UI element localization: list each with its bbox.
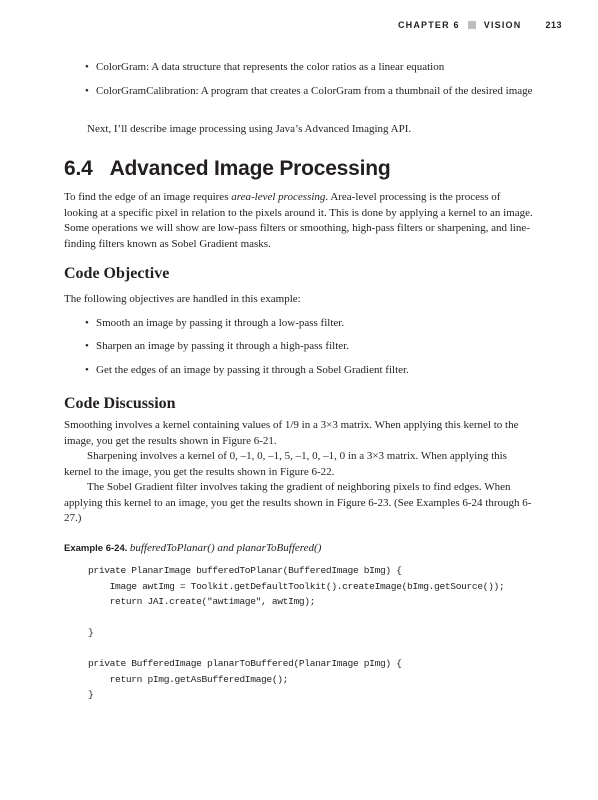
list-item: • ColorGram: A data structure that represents the color ratios as a linear equation bbox=[64, 60, 534, 76]
objective-list-2 bbox=[64, 339, 534, 355]
objective-heading: Code Objective bbox=[64, 265, 170, 282]
code-listing: private PlanarImage bufferedToPlanar(BufferedImage bImg) { Image awtImg = Toolkit.getDefaultToolkit().createImage(bImg.getSource()); return JAI.create("awtimage", awtImg); } private BufferedImage planarToBuffered(PlanarImage pImg) { return pImg.getAsBufferedImage(); } bbox=[88, 565, 505, 700]
objective-list-3 bbox=[64, 363, 534, 379]
section-title: Advanced Image Processing bbox=[109, 157, 391, 180]
intro-sentence: Next, I’ll describe image processing using Java’s Advanced Imaging API. bbox=[87, 123, 412, 135]
top-bullet-list bbox=[64, 60, 534, 76]
top-bullet-list-2 bbox=[64, 84, 534, 100]
section-number: 6.4 bbox=[64, 157, 93, 180]
running-header bbox=[398, 20, 562, 30]
page-number: 213 bbox=[545, 20, 562, 30]
bullet-icon: • bbox=[85, 364, 89, 376]
emphasis-term: area-level processing bbox=[231, 191, 326, 203]
discussion-paragraph-2: Sharpening involves a kernel of 0, –1, 0, –1, 5, –1, 0, –1, 0 in a 3×3 matrix. When applying this kernel to the image, you get the results shown in Figure 6-22. bbox=[64, 450, 507, 478]
example-label: Example 6-24. bbox=[64, 543, 128, 554]
section-paragraph: To find the edge of an image requires area-level processing. Area-level processing is the process of looking at a specific pixel in relation to the pixels around it. This is done by applying a kernel to an image. Some operations we will show are low-pass filters or smoothing, high-pass filters or sharpening, and line-finding filters known as Sobel Gradient masks. bbox=[64, 191, 533, 250]
discussion-paragraph-1: Smoothing involves a kernel containing values of 1/9 in a 3×3 matrix. When applying this kernel to the image, you get the results shown in Figure 6-21. bbox=[64, 419, 519, 447]
list-item: • Sharpen an image by passing it through a high-pass filter. bbox=[64, 339, 534, 355]
bullet-icon: • bbox=[85, 340, 89, 352]
example-title: bufferedToPlanar() and planarToBuffered() bbox=[129, 542, 322, 554]
discussion-heading: Code Discussion bbox=[64, 395, 176, 412]
section-label: VISION bbox=[483, 20, 522, 30]
objective-list bbox=[64, 316, 534, 332]
bullet-icon: • bbox=[85, 85, 89, 97]
list-item: • Smooth an image by passing it through a low-pass filter. bbox=[64, 316, 534, 332]
list-item: • ColorGramCalibration: A program that creates a ColorGram from a thumbnail of the desired image bbox=[64, 84, 534, 100]
bullet-icon: • bbox=[85, 317, 89, 329]
bullet-icon: • bbox=[85, 61, 89, 73]
list-item: • Get the edges of an image by passing it through a Sobel Gradient filter. bbox=[64, 363, 534, 379]
chapter-label: CHAPTER 6 bbox=[397, 20, 460, 30]
section-heading bbox=[64, 157, 534, 181]
separator-square-icon bbox=[468, 21, 476, 29]
example-caption bbox=[64, 541, 534, 557]
objective-intro: The following objectives are handled in this example: bbox=[64, 293, 301, 305]
discussion-paragraph-3: The Sobel Gradient filter involves taking the gradient of neighboring pixels to find edges. When applying this kernel to an image, you get the results shown in Figure 6-23. (See Examples 6-24 through 6-27.) bbox=[64, 481, 532, 524]
